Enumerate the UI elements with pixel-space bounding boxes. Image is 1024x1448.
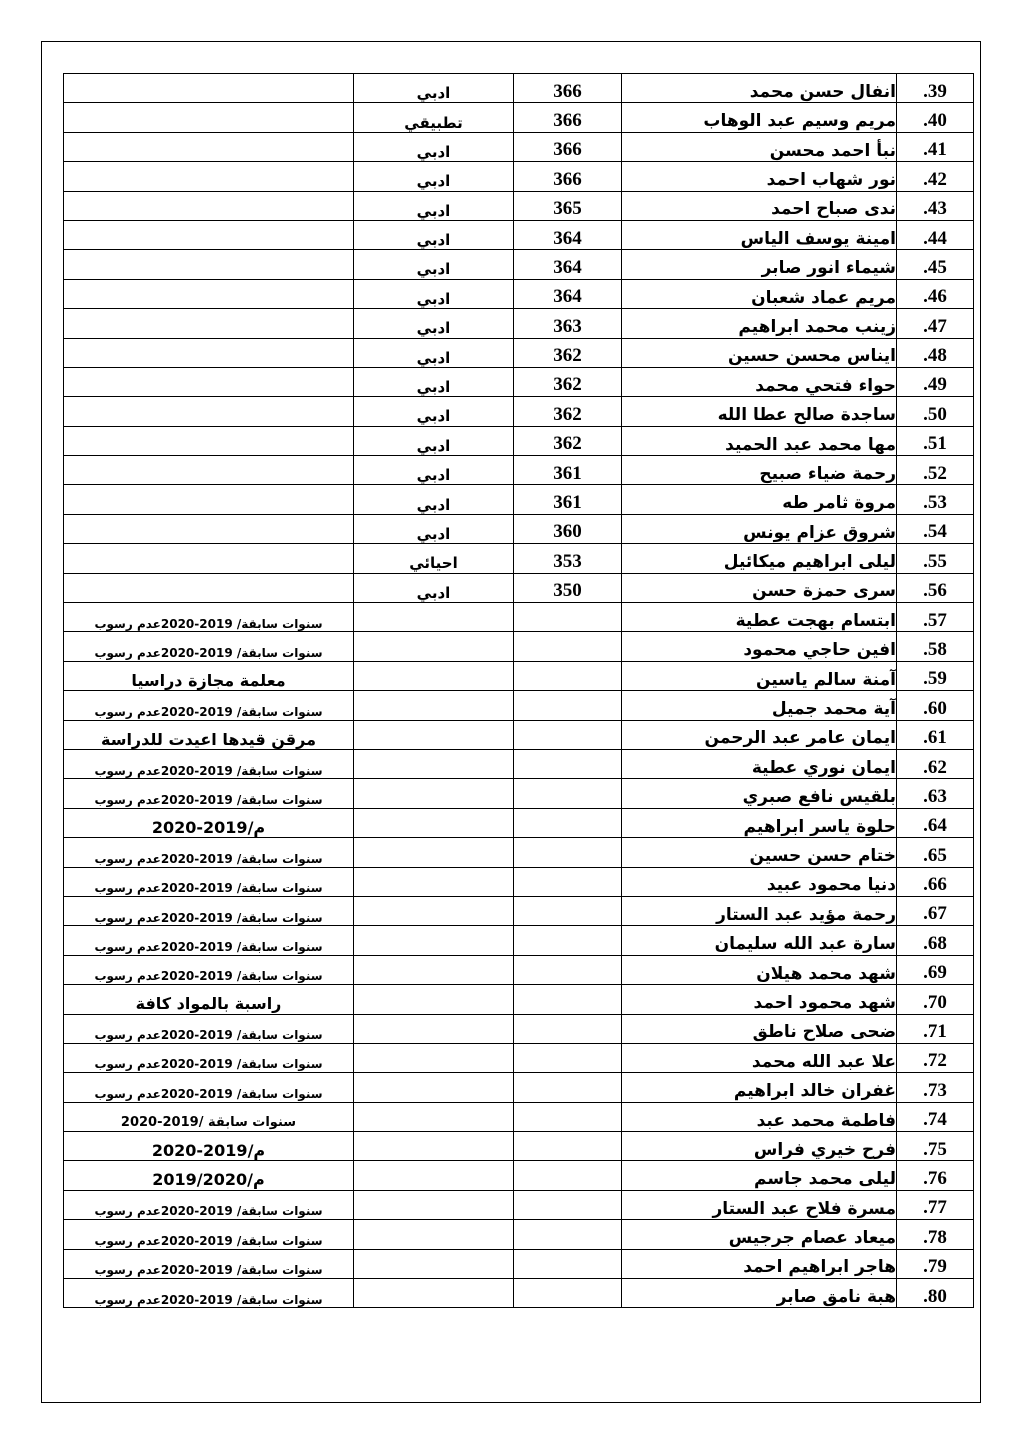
name-cell: شروق عزام يونس: [622, 514, 897, 543]
number-cell: .65: [897, 838, 974, 867]
note-cell: سنوات سابقة/ 2019-2020عدم رسوب: [64, 1279, 354, 1308]
note-cell: معلمة مجازة دراسيا: [64, 661, 354, 690]
score-cell: [514, 749, 622, 778]
branch-cell: ادبي: [354, 367, 514, 396]
note-cell: سنوات سابقة/ 2019-2020عدم رسوب: [64, 867, 354, 896]
note-cell: سنوات سابقة/ 2019-2020عدم رسوب: [64, 926, 354, 955]
score-cell: 366: [514, 103, 622, 132]
number-cell: .70: [897, 985, 974, 1014]
branch-cell: [354, 691, 514, 720]
number-cell: .67: [897, 896, 974, 925]
name-cell: حلوة ياسر ابراهيم: [622, 808, 897, 837]
name-cell: هبة نامق صابر: [622, 1279, 897, 1308]
branch-cell: [354, 896, 514, 925]
branch-cell: ادبي: [354, 191, 514, 220]
branch-cell: ادبي: [354, 338, 514, 367]
name-cell: شيماء انور صابر: [622, 250, 897, 279]
note-cell: سنوات سابقة/ 2019-2020عدم رسوب: [64, 603, 354, 632]
score-cell: 364: [514, 250, 622, 279]
score-cell: [514, 955, 622, 984]
branch-cell: ادبي: [354, 162, 514, 191]
score-cell: 362: [514, 338, 622, 367]
branch-cell: ادبي: [354, 514, 514, 543]
note-cell: سنوات سابقة/ 2019-2020عدم رسوب: [64, 1073, 354, 1102]
table-row: [64, 456, 974, 485]
score-cell: 366: [514, 162, 622, 191]
note-cell: [64, 250, 354, 279]
score-cell: 366: [514, 132, 622, 161]
note-cell: [64, 456, 354, 485]
branch-cell: [354, 749, 514, 778]
name-cell: امينة يوسف الياس: [622, 220, 897, 249]
number-cell: .59: [897, 661, 974, 690]
name-cell: فرح خيري فراس: [622, 1132, 897, 1161]
table-row: [64, 1132, 974, 1161]
number-cell: .53: [897, 485, 974, 514]
table-row: [64, 1161, 974, 1190]
table-row: [64, 279, 974, 308]
score-cell: [514, 1161, 622, 1190]
branch-cell: [354, 1279, 514, 1308]
note-cell: [64, 191, 354, 220]
table-row: [64, 632, 974, 661]
name-cell: ختام حسن حسين: [622, 838, 897, 867]
branch-cell: ادبي: [354, 426, 514, 455]
table-row: [64, 103, 974, 132]
branch-cell: احيائي: [354, 544, 514, 573]
branch-cell: [354, 955, 514, 984]
score-cell: [514, 867, 622, 896]
table-row: [64, 485, 974, 514]
name-cell: مسرة فلاح عبد الستار: [622, 1190, 897, 1219]
number-cell: .76: [897, 1161, 974, 1190]
table-row: [64, 544, 974, 573]
branch-cell: ادبي: [354, 309, 514, 338]
branch-cell: [354, 1220, 514, 1249]
table-row: [64, 1249, 974, 1278]
note-cell: [64, 426, 354, 455]
name-cell: غفران خالد ابراهيم: [622, 1073, 897, 1102]
number-cell: .55: [897, 544, 974, 573]
student-table: [63, 73, 974, 1308]
note-cell: [64, 74, 354, 103]
score-cell: 361: [514, 456, 622, 485]
number-cell: .78: [897, 1220, 974, 1249]
branch-cell: [354, 1014, 514, 1043]
table-row: [64, 162, 974, 191]
table-row: [64, 603, 974, 632]
number-cell: .69: [897, 955, 974, 984]
number-cell: .63: [897, 779, 974, 808]
branch-cell: ادبي: [354, 573, 514, 602]
name-cell: مروة ثامر طه: [622, 485, 897, 514]
score-cell: 366: [514, 74, 622, 103]
name-cell: زينب محمد ابراهيم: [622, 309, 897, 338]
name-cell: هاجر ابراهيم احمد: [622, 1249, 897, 1278]
note-cell: سنوات سابقة/ 2019-2020عدم رسوب: [64, 1249, 354, 1278]
note-cell: [64, 338, 354, 367]
number-cell: .52: [897, 456, 974, 485]
branch-cell: [354, 661, 514, 690]
number-cell: .77: [897, 1190, 974, 1219]
branch-cell: [354, 1043, 514, 1072]
number-cell: .80: [897, 1279, 974, 1308]
note-cell: م/2019-2020: [64, 808, 354, 837]
branch-cell: ادبي: [354, 74, 514, 103]
number-cell: .56: [897, 573, 974, 602]
note-cell: [64, 397, 354, 426]
name-cell: ايمان عامر عبد الرحمن: [622, 720, 897, 749]
name-cell: دنيا محمود عبيد: [622, 867, 897, 896]
note-cell: سنوات سابقة/ 2019-2020عدم رسوب: [64, 1220, 354, 1249]
number-cell: .39: [897, 74, 974, 103]
table-row: [64, 867, 974, 896]
note-cell: [64, 220, 354, 249]
branch-cell: ادبي: [354, 456, 514, 485]
note-cell: [64, 485, 354, 514]
score-cell: [514, 1102, 622, 1131]
table-row: [64, 838, 974, 867]
branch-cell: [354, 1190, 514, 1219]
branch-cell: ادبي: [354, 485, 514, 514]
table-row: [64, 220, 974, 249]
table-row: [64, 1279, 974, 1308]
number-cell: .42: [897, 162, 974, 191]
branch-cell: [354, 1102, 514, 1131]
score-cell: [514, 896, 622, 925]
score-cell: 362: [514, 367, 622, 396]
branch-cell: ادبي: [354, 220, 514, 249]
note-cell: [64, 514, 354, 543]
score-cell: [514, 985, 622, 1014]
table-row: [64, 896, 974, 925]
branch-cell: [354, 779, 514, 808]
table-row: [64, 955, 974, 984]
name-cell: حواء فتحي محمد: [622, 367, 897, 396]
number-cell: .57: [897, 603, 974, 632]
branch-cell: [354, 1073, 514, 1102]
score-cell: [514, 1043, 622, 1072]
table-row: [64, 1220, 974, 1249]
table-row: [64, 808, 974, 837]
score-cell: [514, 632, 622, 661]
table-row: [64, 985, 974, 1014]
number-cell: .62: [897, 749, 974, 778]
table-row: [64, 1073, 974, 1102]
name-cell: ندى صباح احمد: [622, 191, 897, 220]
note-cell: [64, 279, 354, 308]
table-row: [64, 426, 974, 455]
table-row: [64, 720, 974, 749]
number-cell: .75: [897, 1132, 974, 1161]
score-cell: 362: [514, 397, 622, 426]
name-cell: آمنة سالم ياسين: [622, 661, 897, 690]
score-cell: 360: [514, 514, 622, 543]
table-row: [64, 309, 974, 338]
name-cell: رحمة ضياء صبيح: [622, 456, 897, 485]
name-cell: افين حاجي محمود: [622, 632, 897, 661]
branch-cell: [354, 603, 514, 632]
number-cell: .58: [897, 632, 974, 661]
number-cell: .40: [897, 103, 974, 132]
score-cell: 365: [514, 191, 622, 220]
note-cell: سنوات سابقة/ 2019-2020عدم رسوب: [64, 1043, 354, 1072]
name-cell: نور شهاب احمد: [622, 162, 897, 191]
score-cell: [514, 1132, 622, 1161]
note-cell: سنوات سابقة/ 2019-2020عدم رسوب: [64, 691, 354, 720]
table-row: [64, 926, 974, 955]
score-cell: [514, 838, 622, 867]
score-cell: 364: [514, 220, 622, 249]
branch-cell: [354, 985, 514, 1014]
table-row: [64, 397, 974, 426]
table-row: [64, 338, 974, 367]
score-cell: [514, 1279, 622, 1308]
name-cell: رحمة مؤيد عبد الستار: [622, 896, 897, 925]
note-cell: [64, 367, 354, 396]
name-cell: ليلى ابراهيم ميكائيل: [622, 544, 897, 573]
score-cell: 353: [514, 544, 622, 573]
note-cell: سنوات سابقة/ 2019-2020عدم رسوب: [64, 955, 354, 984]
number-cell: .47: [897, 309, 974, 338]
table-row: [64, 74, 974, 103]
name-cell: مريم عماد شعبان: [622, 279, 897, 308]
name-cell: آية محمد جميل: [622, 691, 897, 720]
name-cell: شهد محمود احمد: [622, 985, 897, 1014]
number-cell: .48: [897, 338, 974, 367]
number-cell: .50: [897, 397, 974, 426]
number-cell: .44: [897, 220, 974, 249]
note-cell: م/2019-2020: [64, 1132, 354, 1161]
name-cell: ابتسام بهجت عطية: [622, 603, 897, 632]
score-cell: [514, 1220, 622, 1249]
score-cell: [514, 1014, 622, 1043]
score-cell: [514, 691, 622, 720]
table-row: [64, 691, 974, 720]
name-cell: فاطمة محمد عبد: [622, 1102, 897, 1131]
branch-cell: [354, 720, 514, 749]
score-cell: 350: [514, 573, 622, 602]
score-cell: [514, 1190, 622, 1219]
branch-cell: ادبي: [354, 397, 514, 426]
table-row: [64, 514, 974, 543]
number-cell: .51: [897, 426, 974, 455]
note-cell: [64, 162, 354, 191]
table-row: [64, 132, 974, 161]
table-row: [64, 1190, 974, 1219]
name-cell: انفال حسن محمد: [622, 74, 897, 103]
note-cell: سنوات سابقة/ 2019-2020عدم رسوب: [64, 1014, 354, 1043]
branch-cell: ادبي: [354, 279, 514, 308]
number-cell: .72: [897, 1043, 974, 1072]
table-row: [64, 1102, 974, 1131]
name-cell: بلقيس نافع صبري: [622, 779, 897, 808]
score-cell: [514, 720, 622, 749]
number-cell: .71: [897, 1014, 974, 1043]
branch-cell: [354, 1161, 514, 1190]
score-cell: [514, 779, 622, 808]
number-cell: .64: [897, 808, 974, 837]
name-cell: ايناس محسن حسين: [622, 338, 897, 367]
note-cell: [64, 103, 354, 132]
note-cell: سنوات سابقة/ 2019-2020عدم رسوب: [64, 749, 354, 778]
note-cell: سنوات سابقة/ 2019-2020عدم رسوب: [64, 896, 354, 925]
score-cell: [514, 926, 622, 955]
name-cell: مها محمد عبد الحميد: [622, 426, 897, 455]
score-cell: [514, 1073, 622, 1102]
table-row: [64, 250, 974, 279]
branch-cell: [354, 632, 514, 661]
number-cell: .68: [897, 926, 974, 955]
score-cell: 362: [514, 426, 622, 455]
note-cell: راسبة بالمواد كافة: [64, 985, 354, 1014]
score-cell: [514, 808, 622, 837]
table-row: [64, 1043, 974, 1072]
number-cell: .66: [897, 867, 974, 896]
number-cell: .61: [897, 720, 974, 749]
number-cell: .79: [897, 1249, 974, 1278]
score-cell: 361: [514, 485, 622, 514]
note-cell: سنوات سابقة/ 2019-2020عدم رسوب: [64, 1190, 354, 1219]
branch-cell: [354, 1132, 514, 1161]
number-cell: .54: [897, 514, 974, 543]
table-row: [64, 573, 974, 602]
branch-cell: [354, 808, 514, 837]
note-cell: مرقن قيدها اعيدت للدراسة: [64, 720, 354, 749]
table-row: [64, 661, 974, 690]
branch-cell: [354, 867, 514, 896]
table-row: [64, 367, 974, 396]
name-cell: سرى حمزة حسن: [622, 573, 897, 602]
note-cell: سنوات سابقة /2019-2020: [64, 1102, 354, 1131]
student-table-body: [64, 74, 974, 1308]
score-cell: [514, 1249, 622, 1278]
branch-cell: ادبي: [354, 250, 514, 279]
name-cell: ليلى محمد جاسم: [622, 1161, 897, 1190]
note-cell: [64, 309, 354, 338]
note-cell: [64, 544, 354, 573]
name-cell: شهد محمد هيلان: [622, 955, 897, 984]
note-cell: سنوات سابقة/ 2019-2020عدم رسوب: [64, 779, 354, 808]
branch-cell: ادبي: [354, 132, 514, 161]
note-cell: م/2019/2020: [64, 1161, 354, 1190]
name-cell: ميعاد عصام جرجيس: [622, 1220, 897, 1249]
score-cell: [514, 661, 622, 690]
name-cell: ضحى صلاح ناطق: [622, 1014, 897, 1043]
number-cell: .45: [897, 250, 974, 279]
number-cell: .41: [897, 132, 974, 161]
score-cell: [514, 603, 622, 632]
score-cell: 363: [514, 309, 622, 338]
name-cell: علا عبد الله محمد: [622, 1043, 897, 1072]
branch-cell: [354, 838, 514, 867]
name-cell: نبأ احمد محسن: [622, 132, 897, 161]
number-cell: .43: [897, 191, 974, 220]
note-cell: سنوات سابقة/ 2019-2020عدم رسوب: [64, 838, 354, 867]
note-cell: [64, 573, 354, 602]
table-row: [64, 749, 974, 778]
note-cell: سنوات سابقة/ 2019-2020عدم رسوب: [64, 632, 354, 661]
branch-cell: [354, 926, 514, 955]
number-cell: .46: [897, 279, 974, 308]
branch-cell: تطبيقي: [354, 103, 514, 132]
number-cell: .60: [897, 691, 974, 720]
score-cell: 364: [514, 279, 622, 308]
note-cell: [64, 132, 354, 161]
number-cell: .49: [897, 367, 974, 396]
table-row: [64, 191, 974, 220]
name-cell: ساجدة صالح عطا الله: [622, 397, 897, 426]
name-cell: ايمان نوري عطية: [622, 749, 897, 778]
branch-cell: [354, 1249, 514, 1278]
number-cell: .73: [897, 1073, 974, 1102]
table-row: [64, 779, 974, 808]
table-row: [64, 1014, 974, 1043]
number-cell: .74: [897, 1102, 974, 1131]
name-cell: مريم وسيم عبد الوهاب: [622, 103, 897, 132]
name-cell: سارة عبد الله سليمان: [622, 926, 897, 955]
